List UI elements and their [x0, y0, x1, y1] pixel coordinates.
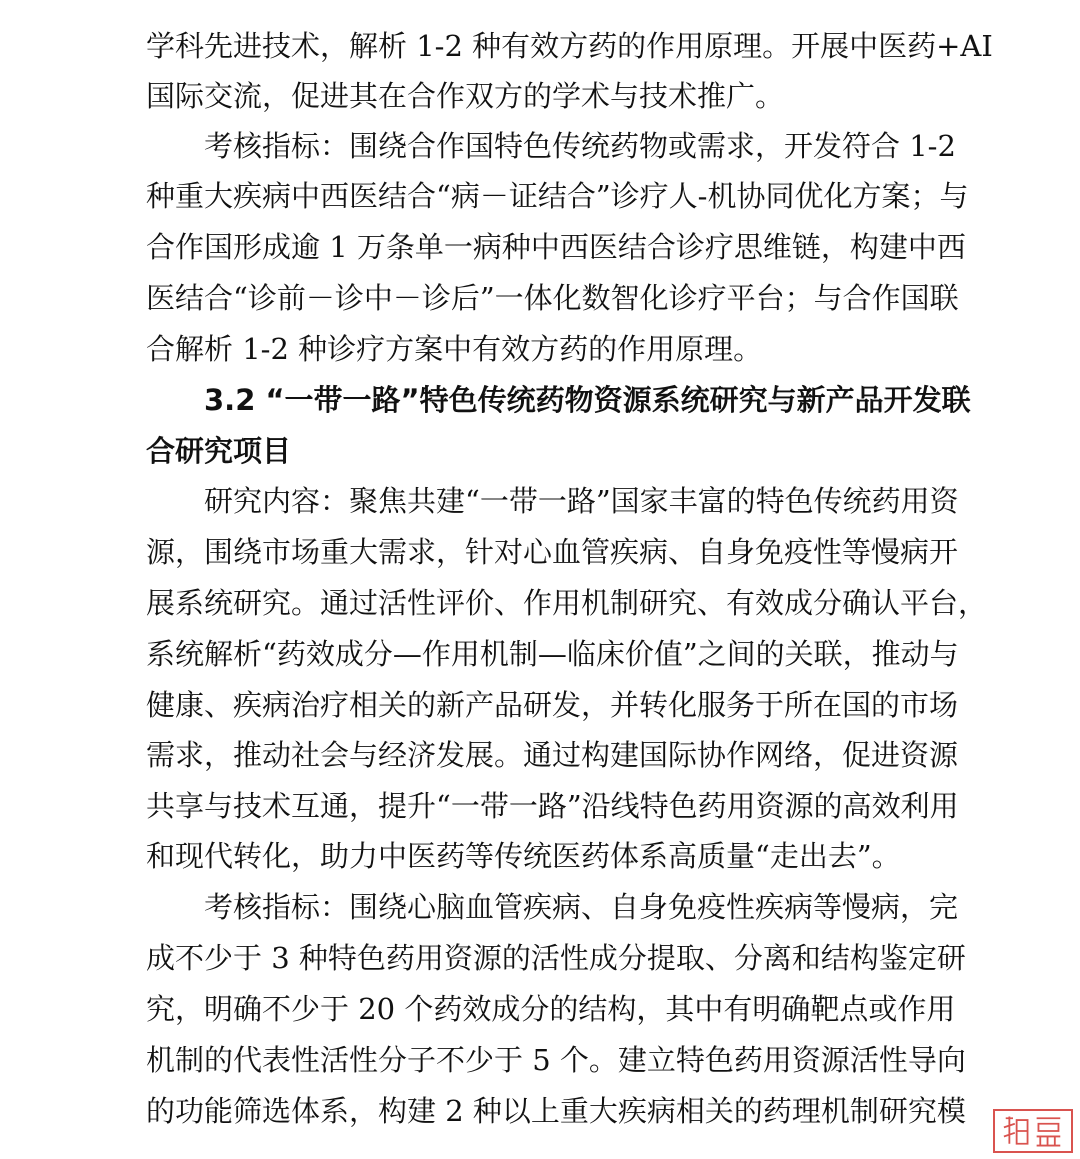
text-line: 考核指标：围绕心脑血管疾病、自身免疫性疾病等慢病，完: [204, 890, 959, 924]
section-heading: 3.2 “一带一路”特色传统药物资源系统研究与新产品开发联: [204, 383, 971, 417]
text-line: 学科先进技术，解析 1-2 种有效方药的作用原理。开展中医药+AI: [146, 29, 993, 63]
text-line: 机制的代表性活性分子不少于 5 个。建立特色药用资源活性导向: [146, 1043, 966, 1077]
section-heading: 合研究项目: [146, 434, 292, 468]
text-line: 展系统研究。通过活性评价、作用机制研究、有效成分确认平台，: [146, 586, 988, 620]
text-line: 医结合“诊前－诊中－诊后”一体化数智化诊疗平台；与合作国联: [146, 281, 959, 315]
seal-glyph-icon: [995, 1111, 1071, 1151]
text-line: 源，围绕市场重大需求，针对心血管疾病、自身免疫性等慢病开: [146, 535, 959, 569]
text-line: 健康、疾病治疗相关的新产品研发，并转化服务于所在国的市场: [146, 688, 959, 722]
text-line: 国际交流，促进其在合作双方的学术与技术推广。: [146, 79, 785, 113]
text-line: 系统解析“药效成分—作用机制—临床价值”之间的关联，推动与: [146, 637, 959, 671]
text-line: 共享与技术互通，提升“一带一路”沿线特色药用资源的高效利用: [146, 789, 959, 823]
text-line: 的功能筛选体系，构建 2 种以上重大疾病相关的药理机制研究模: [146, 1094, 966, 1128]
text-line: 究，明确不少于 20 个药效成分的结构，其中有明确靶点或作用: [146, 992, 956, 1026]
seal-stamp-icon: [993, 1109, 1073, 1153]
text-line: 种重大疾病中西医结合“病－证结合”诊疗人-机协同优化方案；与: [146, 179, 969, 213]
text-line: 合解析 1-2 种诊疗方案中有效方药的作用原理。: [146, 332, 763, 366]
text-line: 考核指标：围绕合作国特色传统药物或需求，开发符合 1-2: [204, 129, 956, 163]
text-line: 成不少于 3 种特色药用资源的活性成分提取、分离和结构鉴定研: [146, 941, 966, 975]
text-line: 合作国形成逾 1 万条单一病种中西医结合诊疗思维链，构建中西: [146, 230, 966, 264]
text-line: 和现代转化，助力中医药等传统医药体系高质量“走出去”。: [146, 839, 901, 873]
text-line: 研究内容：聚焦共建“一带一路”国家丰富的特色传统药用资: [204, 484, 959, 518]
text-line: 需求，推动社会与经济发展。通过构建国际协作网络，促进资源: [146, 738, 959, 772]
